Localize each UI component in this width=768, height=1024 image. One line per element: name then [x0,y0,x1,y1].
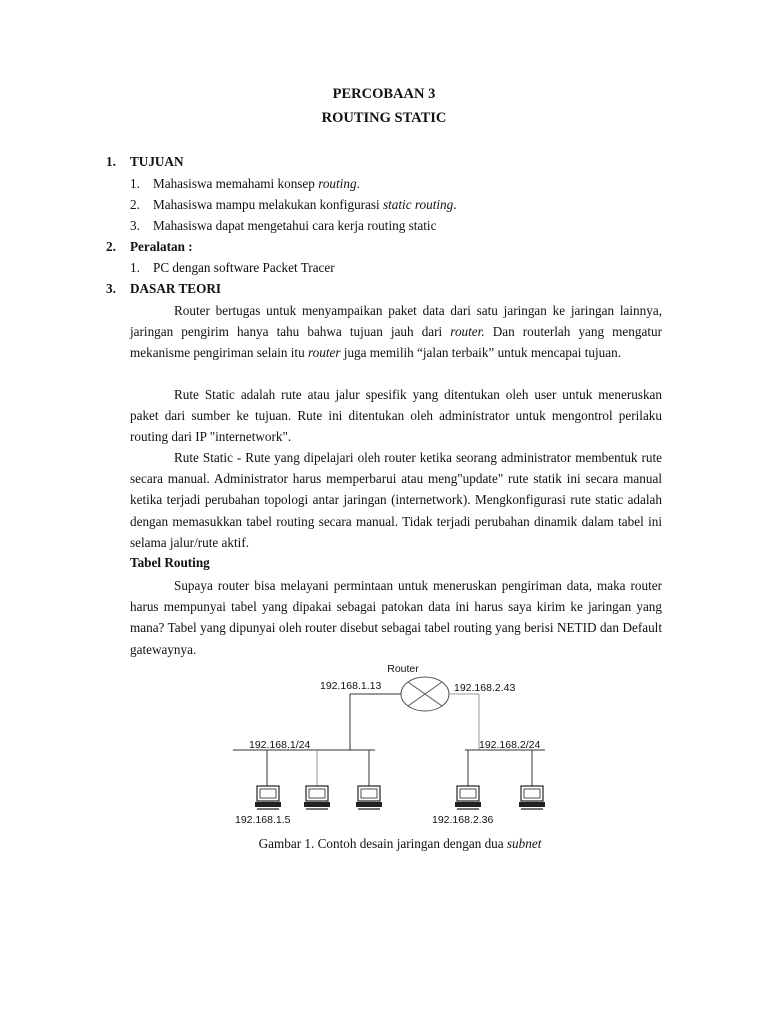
paragraph-tabel-routing: Supaya router bisa melayani permintaan untuk meneruskan pengiriman data, maka router harus mempunyai tabel yang dipakai sebagai patokan data ini harus saya kirim ke jaringan yang mana? Tabel yang dipunyai oleh router disebut sebagai tabel routing yang berisi NETID dan Default gatewaynya. [130,578,662,657]
figure-caption: Gambar 1. Contoh desain jaringan dengan dua subnet [258,836,542,851]
router-label: Router [387,663,419,675]
list-item: Mahasiswa dapat mengetahui cara kerja routing static [153,218,437,233]
computer-icon [455,786,481,809]
list-item: Mahasiswa memahami konsep routing. [153,176,360,191]
subheading-tabel-routing: Tabel Routing [130,555,210,570]
list-item-number: 1. [130,176,140,191]
right-network-label: 192.168.2/24 [479,739,541,751]
computer-icon [356,786,382,809]
paragraph-rute-static-manual: Rute Static - Rute yang dipelajari oleh router ketika seorang administrator membentuk rute secara manual. Administrator harus memperbarui atau meng"update" rute statik ini secara manual ketika terjadi perubahan topologi antar jaringan (internetwork). Mengkonfigurasi rute static adalah dengan memasukkan tabel routing secara manual. Tidak terjadi perubahan dinamik dalam tabel ini selama jalur/rute aktif. [130,450,662,550]
network-diagram [225,658,585,830]
title-line-1: PERCOBAAN 3 [332,86,436,102]
section-heading-dasar-teori: DASAR TEORI [130,281,221,296]
router-right-ip: 192.168.2.43 [454,682,516,694]
left-pc-ip: 192.168.1.5 [235,814,291,826]
list-item-number: 3. [130,218,140,233]
section-heading-peralatan: Peralatan : [130,239,193,254]
section-number: 3. [106,281,116,296]
computer-icon [304,786,330,809]
list-item: PC dengan software Packet Tracer [153,260,335,275]
computer-icon [519,786,545,809]
list-item-number: 2. [130,197,140,212]
router-left-ip: 192.168.1.13 [320,680,382,692]
title-line-2: ROUTING STATIC [321,110,447,126]
paragraph-router: Router bertugas untuk menyampaikan paket data dari satu jaringan ke jaringan lainnya, jaringan pengirim hanya tahu bahwa tujuan jauh dari router. Dan routerlah yang mengatur mekanisme pengiriman selain itu router juga memilih “jalan terbaik” untuk mencapai tujuan. [130,303,662,361]
computer-icon [255,786,281,809]
router-icon [401,677,449,711]
right-pc-ip: 192.168.2.36 [432,814,494,826]
paragraph-rute-static: Rute Static adalah rute atau jalur spesifik yang ditentukan oleh user untuk meneruskan paket dari sumber ke tujuan. Rute ini ditentukan oleh administrator untuk mengontrol perilaku routing dari IP "internetwork". [130,387,662,445]
section-heading-tujuan: TUJUAN [130,154,184,169]
list-item: Mahasiswa mampu melakukan konfigurasi static routing. [153,197,457,212]
list-item-number: 1. [130,260,140,275]
left-network-label: 192.168.1/24 [249,739,311,751]
section-number: 2. [106,239,116,254]
section-number: 1. [106,154,116,169]
